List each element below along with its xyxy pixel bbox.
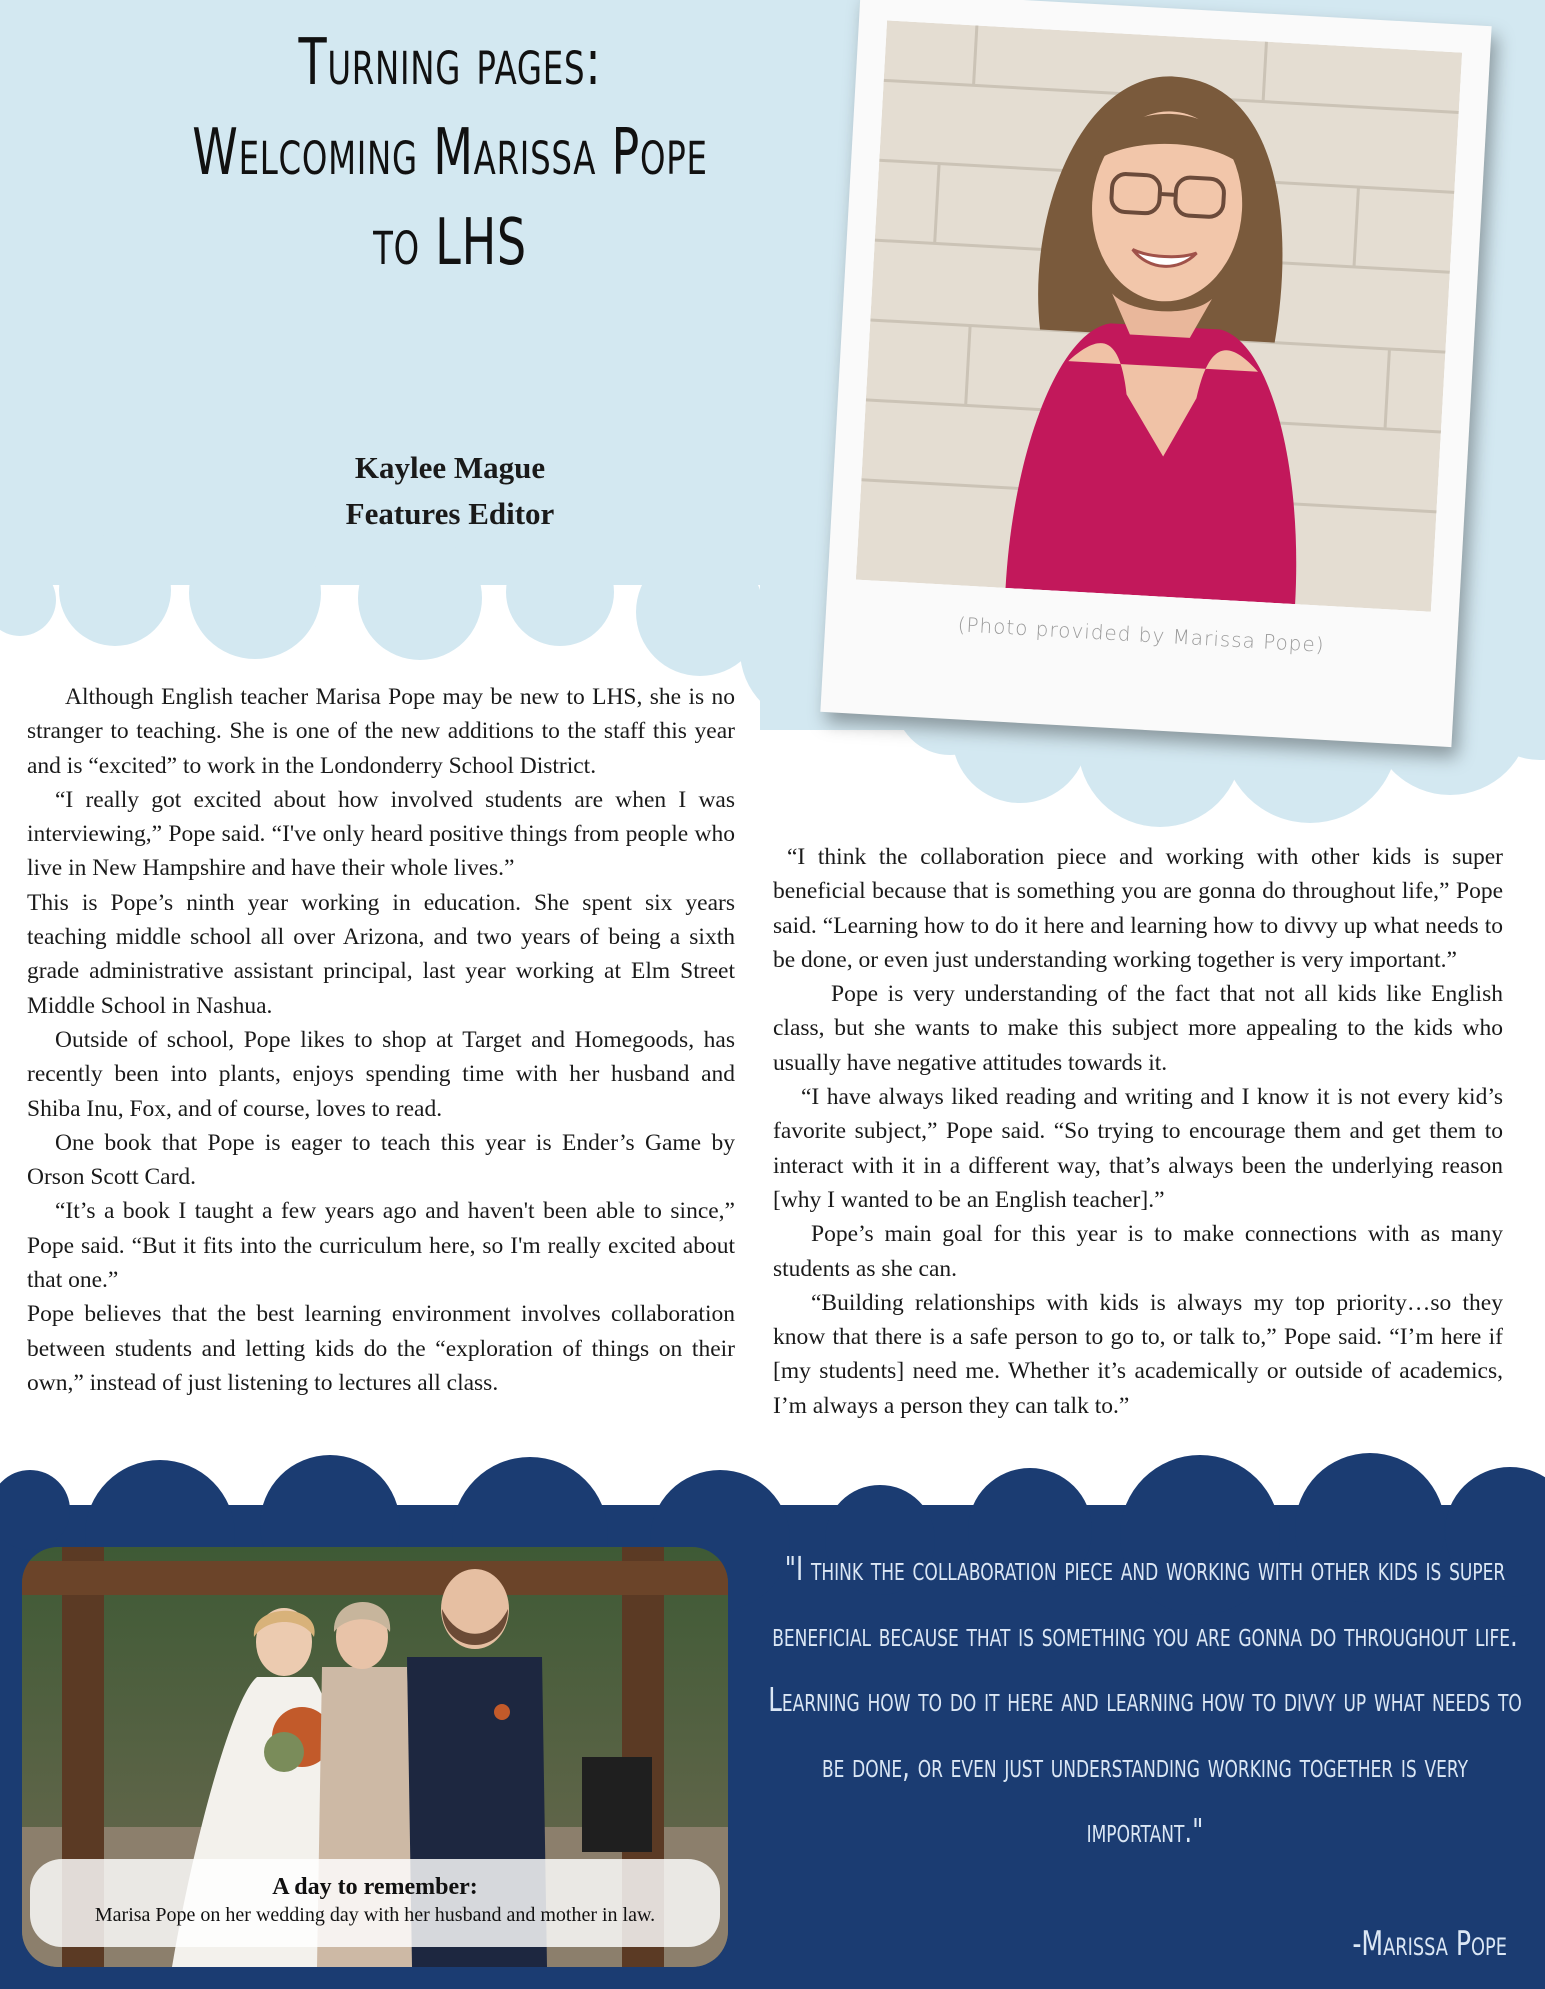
photo-caption: (Photo provided by Marissa Pope)	[957, 612, 1326, 657]
byline	[250, 445, 650, 537]
wedding-photo-caption	[30, 1859, 720, 1947]
author-name: Kaylee Mague	[354, 450, 546, 485]
wedding-photo	[22, 1547, 728, 1967]
portrait-photo	[856, 20, 1462, 611]
caption-text: Marisa Pope on her wedding day with her husband and mother in law.	[94, 1904, 656, 1926]
caption-title: A day to remember:	[272, 1874, 478, 1900]
body-column-right	[773, 840, 1503, 1423]
pull-quote-attribution: -Marissa Pope	[1352, 1924, 1507, 1964]
paragraph: “I think the collaboration piece and working with other kids is super beneficial because that is something you are gonna do throughout life,” Pope said. “Learning how to do it here and learning how to divvy up what needs to be done, or even just understanding working together is very important.”	[773, 844, 1503, 973]
headline-line: Welcoming Marissa Pope	[192, 116, 708, 190]
paragraph: Although English teacher Marisa Pope may be new to LHS, she is no stranger to teaching. She is one of the new additions to the staff this year and is “excited” to work in the Londonderry School District.	[27, 684, 735, 779]
paragraph: Outside of school, Pope likes to shop at Target and Homegoods, has recently been into plants, enjoys spending time with her husband and Shiba Inu, Fox, and of course, loves to read.	[27, 1026, 735, 1122]
paragraph: “It’s a book I taught a few years ago and haven't been able to since,” Pope said. “But it fits into the curriculum here, so I'm really excited about that one.”	[27, 1198, 735, 1294]
author-role: Features Editor	[345, 496, 555, 531]
headline-line: Turning pages:	[298, 26, 602, 100]
paragraph: “I really got excited about how involved students are when I was interviewing,” Pope said. “I've only heard positive things from people who live in New Hampshire and have their whole lives.”	[27, 786, 735, 882]
paragraph: One book that Pope is eager to teach this year is Ender’s Game by Orson Scott Card.	[27, 1129, 735, 1191]
paragraph: Pope is very understanding of the fact that not all kids like English class, but she wants to make this subject more appealing to the kids who usually have negative attitudes towards it.	[773, 981, 1503, 1076]
body-column-left	[27, 680, 735, 1400]
pull-quote	[760, 1536, 1530, 1864]
paragraph: Pope’s main goal for this year is to make connections with as many students as she can.	[773, 1221, 1503, 1282]
headline-line: to LHS	[373, 206, 527, 280]
paragraph: Pope believes that the best learning environment involves collaboration between students and letting kids do the “exploration of things on their own,” instead of just listening to lectures all class.	[27, 1301, 735, 1396]
article-headline	[140, 18, 759, 288]
pull-quote-text: "I think the collaboration piece and working with other kids is super beneficial because that is something you are gonna do throughout life. Learning how to do it here and learning how to divvy up what needs to be done, or even just understanding working together is very important."	[768, 1549, 1522, 1850]
paragraph: This is Pope’s ninth year working in education. She spent six years teaching middle school all over Arizona, and two years of being a sixth grade administrative assistant principal, last year working at Elm Street Middle School in Nashua.	[27, 889, 735, 1019]
paragraph: “I have always liked reading and writing and I know it is not every kid’s favorite subject,” Pope said. “So trying to encourage them and get them to interact with it in a different way, that’s always been the underlying reason [why I wanted to be an English teacher].”	[773, 1084, 1503, 1213]
polaroid-photo-frame	[820, 0, 1491, 747]
paragraph: “Building relationships with kids is always my top priority…so they know that there is a safe person to go to, or talk to,” Pope said. “I’m here if [my students] need me. Whether it’s academically or outside of academics, I’m always a person they can talk to.”	[773, 1289, 1503, 1419]
